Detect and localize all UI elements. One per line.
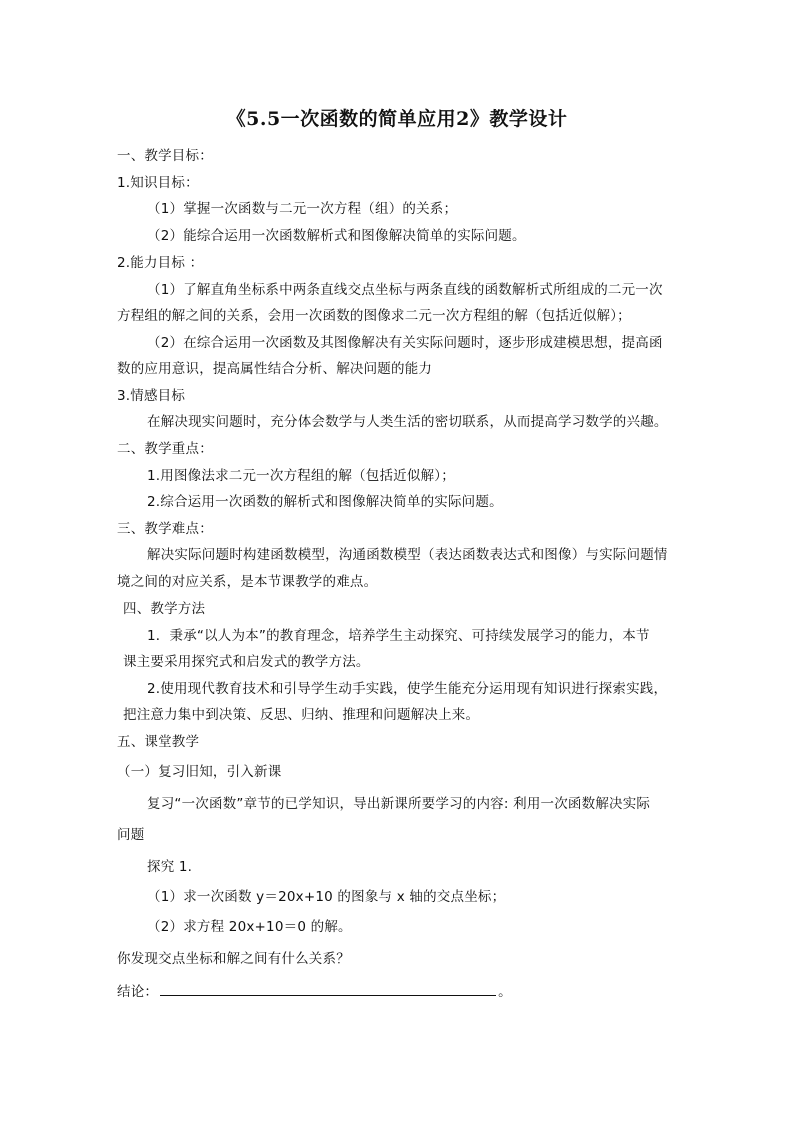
review-line1: 复习“一次函数”章节的已学知识，导出新课所要学习的内容: 利用一次函数解决实际 [147, 796, 651, 812]
key-point-2: 2.综合运用一次函数的解析式和图像解决简单的实际问题。 [147, 494, 503, 510]
knowledge-objective-2: （2）能综合运用一次函数解析式和图像解决简单的实际问题。 [147, 228, 526, 244]
explore-question-1: （1）求一次函数 y＝20x+10 的图象与 x 轴的交点坐标； [147, 889, 506, 905]
review-line2: 问题 [117, 827, 145, 843]
knowledge-objectives-heading: 1.知识目标： [117, 175, 199, 191]
difficulty-line2: 境之间的对应关系，是本节课教学的难点。 [117, 574, 378, 590]
emotional-objectives-heading: 3.情感目标 [117, 388, 186, 404]
key-point-1: 1.用图像法求二元一次方程组的解（包括近似解）； [147, 468, 455, 484]
ability-objective-2-line1: （2）在综合运用一次函数及其图像解决有关实际问题时，逐步形成建模思想，提高函 [147, 335, 663, 351]
ability-objective-2-line2: 数的应用意识，提高属性结合分析、解决问题的能力 [117, 361, 433, 377]
document-title: 《5.5一次函数的简单应用2》教学设计 [226, 108, 568, 130]
explore-heading: 探究 1. [147, 859, 193, 875]
section-classroom-heading: 五、课堂教学 [117, 734, 200, 750]
conclusion-label: 结论： [117, 984, 159, 1000]
relationship-question: 你发现交点坐标和解之间有什么关系？ [117, 951, 350, 967]
emotional-objective-text: 在解决现实问题时，充分体会数学与人类生活的密切联系，从而提高学习数学的兴趣。 [147, 414, 668, 430]
section-teaching-objectives-heading: 一、教学目标： [117, 148, 213, 164]
ability-objective-1-line1: （1）了解直角坐标系中两条直线交点坐标与两条直线的函数解析式所组成的二元一次 [147, 282, 663, 298]
conclusion-line [117, 981, 512, 1002]
ability-objectives-heading: 2.能力目标 ： [117, 255, 204, 271]
conclusion-end-mark: 。 [498, 984, 512, 1000]
review-heading: （一）复习旧知，引入新课 [117, 764, 282, 780]
method-1-line1: 1．秉承“以人为本”的教育理念，培养学生主动探究、可持续发展学习的能力，本节 [147, 628, 650, 644]
knowledge-objective-1: （1）掌握一次函数与二元一次方程（组）的关系； [147, 201, 458, 217]
section-difficulties-heading: 三、教学难点： [117, 521, 213, 537]
difficulty-line1: 解决实际问题时构建函数模型，沟通函数模型（表达函数表达式和图像）与实际问题情 [147, 547, 668, 563]
conclusion-blank [160, 981, 496, 996]
ability-objective-1-line2: 方程组的解之间的关系，会用一次函数的图像求二元一次方程组的解（包括近似解）； [117, 308, 631, 324]
section-methods-heading: 四、教学方法 [123, 601, 206, 617]
section-key-points-heading: 二、教学重点： [117, 441, 213, 457]
method-2-line1: 2.使用现代教育技术和引导学生动手实践，使学生能充分运用现有知识进行探索实践， [147, 681, 668, 697]
method-2-line2: 把注意力集中到决策、反思、归纳、推理和问题解决上来。 [123, 707, 480, 723]
method-1-line2: 课主要采用探究式和启发式的教学方法。 [123, 654, 370, 670]
explore-question-2: （2）求方程 20x+10＝0 的解。 [147, 919, 352, 935]
